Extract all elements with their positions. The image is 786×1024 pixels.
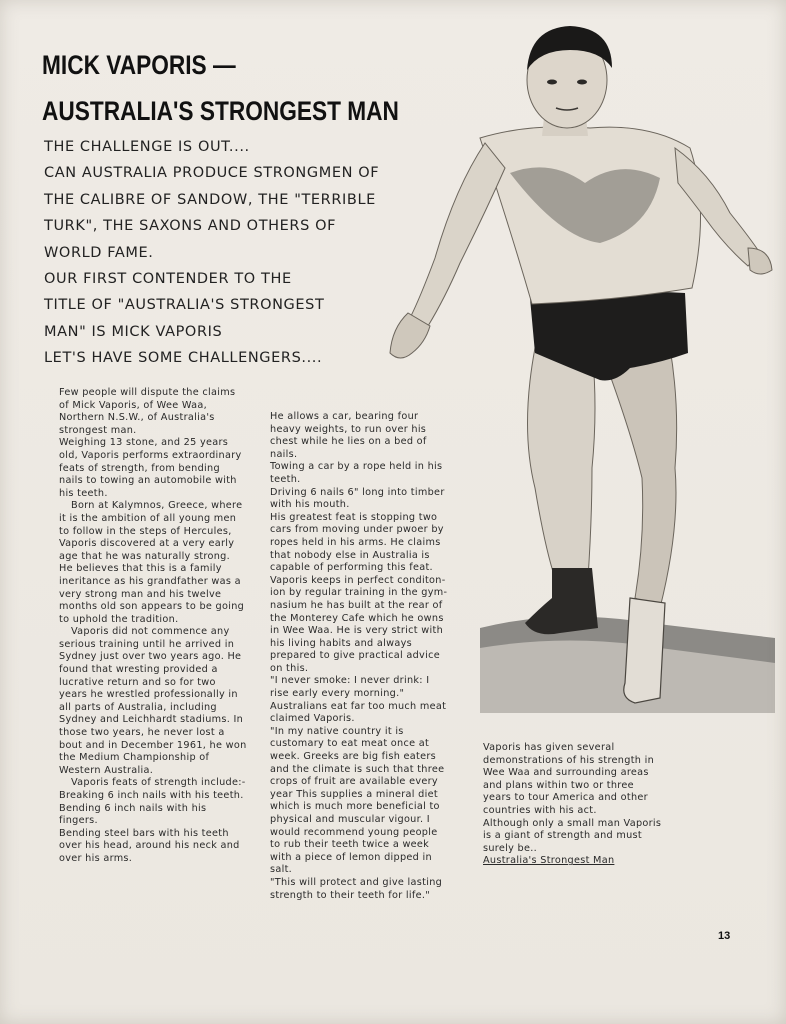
hand-right (748, 248, 772, 274)
paragraph: Although only a small man Vaporis is a giant of strength and must surely be.. (483, 817, 662, 854)
intro-line: THE CHALLENGE IS OUT.... (44, 139, 250, 155)
leg-right (600, 348, 677, 608)
paragraph: "This will protect and give lasting strength to their teeth for life." (270, 876, 443, 901)
eye-left (547, 80, 557, 85)
body-column-3 (483, 742, 663, 868)
boot-left (525, 568, 598, 634)
intro-line: OUR FIRST CONTENDER TO THE (44, 271, 292, 288)
title-line-2: AUSTRALIA'S STRONGEST MAN (42, 96, 399, 126)
paragraph: Bending steel bars with his teeth over his head, around his neck and over his arms. (59, 827, 240, 864)
eye-right (577, 80, 587, 85)
intro-line: THE CALIBRE OF SANDOW, THE "TERRIBLE (44, 191, 376, 208)
intro-line: TITLE OF "AUSTRALIA'S STRONGEST (44, 297, 325, 314)
paragraph: Breaking 6 inch nails with his teeth. (59, 790, 244, 801)
closing-line: Australia's Strongest Man (483, 855, 615, 867)
paragraph: Bending 6 inch nails with his fingers. (59, 802, 207, 827)
title-line-1: MICK VAPORIS — (42, 50, 236, 80)
arm-left (410, 143, 505, 326)
paragraph: Driving 6 nails 6" long into timber with his mouth. (270, 486, 445, 511)
intro-line: LET'S HAVE SOME CHALLENGERS.... (44, 350, 323, 367)
intro-line: WORLD FAME. (44, 244, 154, 261)
paragraph: Vaporis keeps in perfect conditon-ion by regular training in the gym-nasium he has built at the rear of the Monterey Cafe which he owns in Wee Waa. He is very strict with his living habits and always prepared to give practical advice on this. (270, 574, 448, 674)
paragraph: His greatest feat is stopping two cars from moving under pwoer by ropes held in his arms. He claims that nobody else in Australia is capable of performing this feat. (270, 511, 444, 574)
boot-right (624, 598, 665, 703)
paragraph: Towing a car by a rope held in his teeth. (270, 461, 443, 485)
paragraph: Born at Kalymnos, Greece, where it is the ambition of all young men to follow in the steps of Hercules, Vaporis discovered at a very early age that he was naturally strong. He believes that this is a family ineritance as his grandfather was a very strong man and his twelve months old son appears to be going to uphold the tradition. (59, 500, 245, 625)
paragraph: Vaporis has given several demonstrations of his strength in Wee Waa and surrounding areas and plans within two or three years to tour America and other countries with his act. (483, 742, 655, 816)
intro-line: MAN" IS MICK VAPORIS (44, 323, 223, 340)
paragraph: He allows a car, bearing four heavy weights, to run over his chest while he lies on a bed of nails. (270, 411, 427, 460)
paragraph: Australians eat far too much meat claimed Vaporis. (270, 700, 447, 725)
intro-line: CAN AUSTRALIA PRODUCE STRONGMEN OF (44, 165, 380, 182)
leg-left (528, 348, 596, 578)
page-number: 13 (718, 930, 731, 942)
paragraph: Vaporis did not commence any serious training until he arrived in Sydney just over two years ago. He found that wresting provided a lucrative return and so for two years he wrestled professionally in all parts of Australia, including Sydney and Leichhardt stadiums. In those two years, he never lost a bout and in December 1961, he won the Medium Championship of Western Australia. (59, 626, 247, 776)
paragraph: Few people will dispute the claims of Mick Vaporis, of Wee Waa, Northern N.S.W., of Australia's strongest man. (59, 387, 236, 436)
paragraph: Vaporis feats of strength include:- (71, 777, 246, 789)
body-column-1 (59, 387, 247, 866)
paragraph: "In my native country it is customary to eat meat once at week. Greeks are big fish eaters and the climate is such that three crops of fruit are available every year This supplies a mineral diet which is much more beneficial to physical and muscular vigour. I would recommend young people to rub their teeth twice a week with a piece of lemon dipped in salt. (270, 725, 445, 876)
paragraph: Weighing 13 stone, and 25 years old, Vaporis performs extraordinary feats of strength, from bending nails to towing an automobile with his teeth. (59, 437, 242, 499)
strongman-photo (330, 8, 775, 713)
intro-line: TURK", THE SAXONS AND OTHERS OF (44, 218, 337, 235)
paragraph: "I never smoke: I never drink: I rise early every morning." (270, 675, 430, 700)
